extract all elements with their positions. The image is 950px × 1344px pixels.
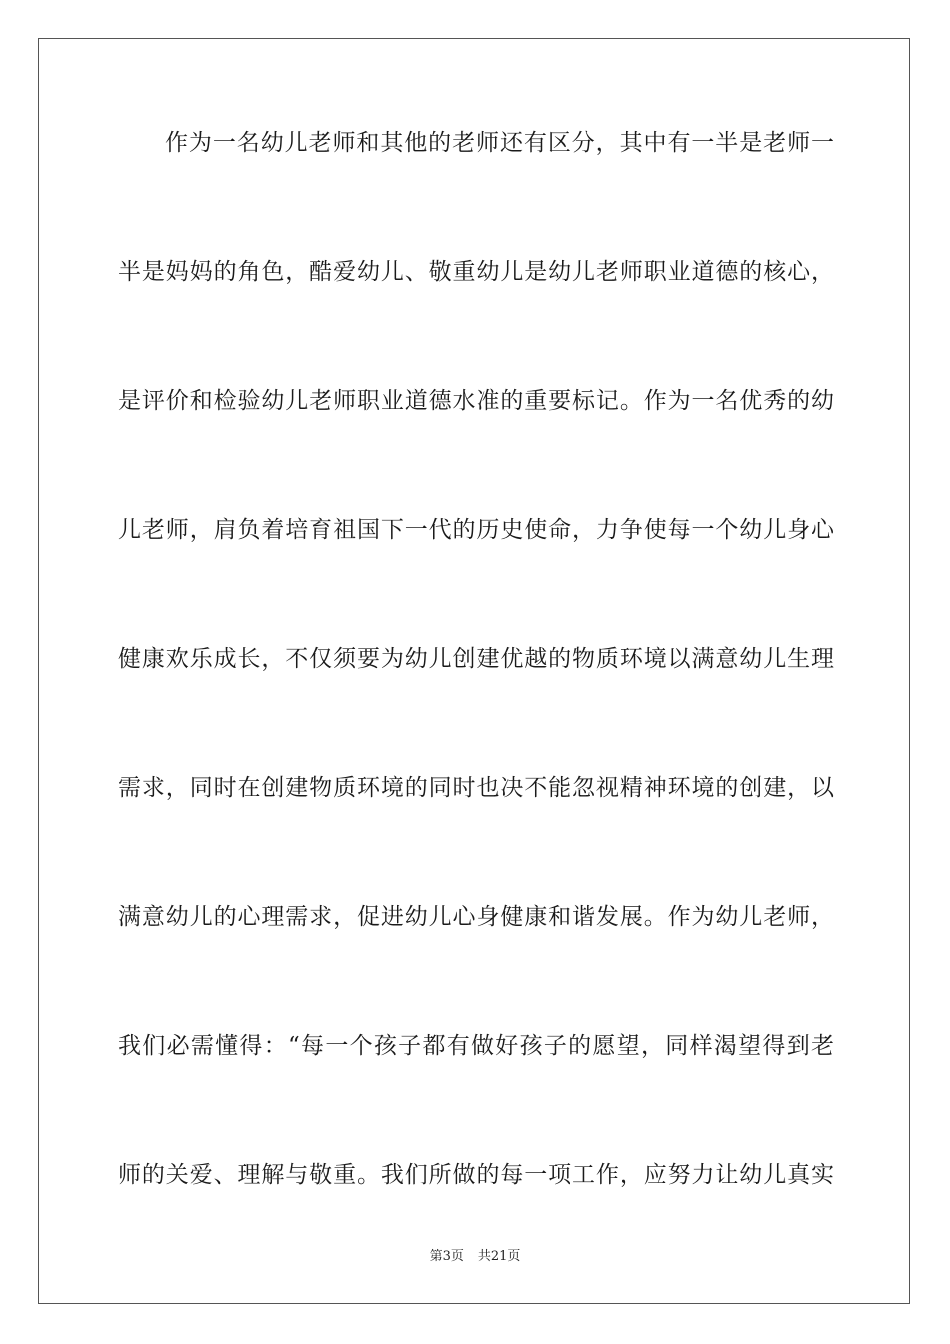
- paragraph-line: 作为一名幼儿老师和其他的老师还有区分，其中有一半是老师一: [165, 130, 834, 156]
- paragraph-line: 需求，同时在创建物质环境的同时也决不能忽视精神环境的创建，以: [118, 775, 834, 801]
- paragraph-line: 半是妈妈的角色，酷爱幼儿、敬重幼儿是幼儿老师职业道德的核心，: [118, 259, 834, 285]
- paragraph-line: 是评价和检验幼儿老师职业道德水准的重要标记。作为一名优秀的幼: [118, 388, 834, 414]
- page-number: 第3页: [429, 1249, 464, 1264]
- paragraph-line: 师的关爱、理解与敬重。我们所做的每一项工作，应努力让幼儿真实: [118, 1162, 834, 1188]
- paragraph-line: 满意幼儿的心理需求，促进幼儿心身健康和谐发展。作为幼儿老师，: [118, 904, 834, 930]
- page-footer: [0, 1249, 950, 1265]
- total-pages: 共21页: [477, 1249, 521, 1264]
- paragraph-line: 儿老师，肩负着培育祖国下一代的历史使命，力争使每一个幼儿身心: [118, 517, 834, 543]
- paragraph-line: 健康欢乐成长，不仅须要为幼儿创建优越的物质环境以满意幼儿生理: [118, 646, 834, 672]
- body-paragraph: [118, 132, 834, 1293]
- paragraph-line: 我们必需懂得：“每一个孩子都有做好孩子的愿望，同样渴望得到老: [118, 1033, 834, 1059]
